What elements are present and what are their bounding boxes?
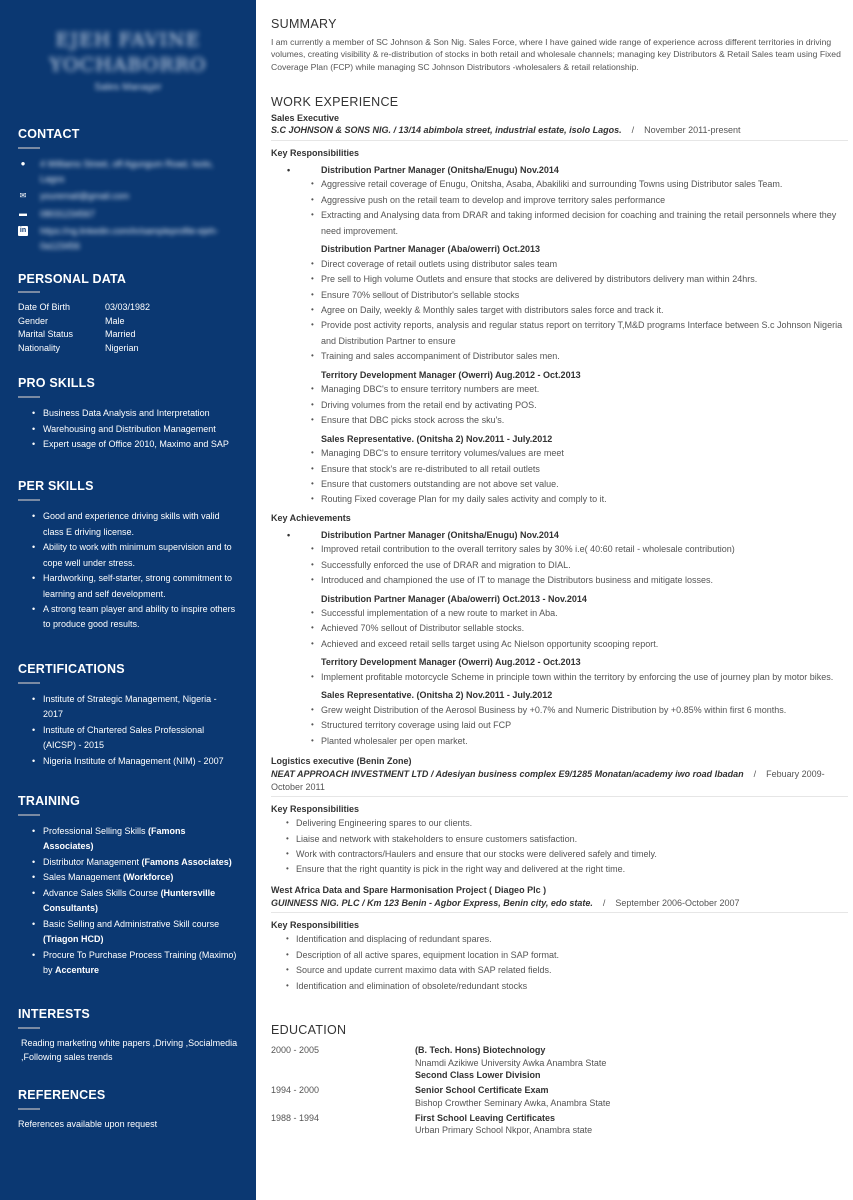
education-school: Nnamdi Azikiwe University Awka Anambra State	[415, 1057, 607, 1068]
interests-title: INTERESTS	[18, 1006, 238, 1029]
duty-item: • Ensure 70% sellout of Distributor's sellable stocks	[321, 288, 848, 303]
job-title: West Africa Data and Spare Harmonisation Project ( Diageo Plc )	[271, 884, 547, 895]
jobs-list	[271, 112, 848, 994]
duties-list	[271, 816, 848, 878]
company-line	[271, 768, 848, 794]
personal-data-label: Marital Status	[18, 329, 74, 340]
training-provider: (Workforce)	[123, 872, 174, 883]
training-provider: (Triagon HCD)	[43, 934, 104, 945]
contact-item[interactable]	[18, 157, 238, 188]
personal-data-value: Male	[105, 315, 125, 326]
duty-item: • Improved retail contribution to the overall territory sales by 30% i.e( 40:60 retail - wholesale contribution)	[321, 542, 848, 557]
contact-item[interactable]	[18, 189, 238, 204]
responsibilities-label: Key Responsibilities	[271, 920, 360, 931]
certification-item: • Institute of Chartered Sales Professional (AICSP) - 2015	[32, 723, 238, 754]
interests-text: Reading marketing white papers ,Driving ,Socialmedia ,Following sales trends	[21, 1038, 238, 1063]
candidate-name-line-2: YOCHABORRO	[49, 53, 207, 76]
certifications-list	[18, 684, 238, 769]
phone-icon: ▬	[19, 208, 27, 218]
certification-item: • Nigeria Institute of Management (NIM) - 2007	[32, 754, 238, 769]
training-provider: (Famons Associates)	[43, 825, 186, 852]
training-course: Professional Selling Skills	[43, 825, 149, 836]
training-item	[32, 870, 238, 885]
candidate-name-line-1: EJEH FAVINE	[55, 29, 201, 51]
duty-item: • Work with contractors/Haulers and ensure that our stocks were delivered safely and timely.	[296, 847, 848, 862]
separator: /	[753, 768, 757, 779]
duty-item: • Identification and elimination of obsolete/redundant stocks	[296, 979, 848, 994]
education-row	[271, 1084, 848, 1110]
education-details	[415, 1112, 848, 1138]
training-provider: Accenture	[55, 965, 100, 975]
education-title: EDUCATION	[271, 1023, 347, 1038]
responsibilities-label: Key Responsibilities	[271, 804, 360, 815]
training-item	[32, 886, 238, 917]
divider	[271, 140, 848, 141]
duty-item: • Source and update current maximo data with SAP related fields.	[296, 963, 848, 978]
duty-item: • Agree on Daily, weekly & Monthly sales target with distributors sales force and track it.	[321, 303, 848, 318]
training-item	[32, 855, 238, 870]
divider	[271, 796, 848, 797]
personal-data-list	[18, 293, 238, 355]
pro-skill-item: • Warehousing and Distribution Management	[32, 422, 238, 437]
personal-data-row	[18, 342, 238, 356]
personal-data-value: 03/03/1982	[105, 302, 151, 313]
education-row	[271, 1112, 848, 1138]
references-text: References available upon request	[18, 1118, 158, 1129]
company-name: GUINNESS NIG. PLC / Km 123 Benin - Agbor Express, Benin city, edo state.	[271, 897, 593, 908]
work-experience-title: WORK EXPERIENCE	[271, 94, 399, 109]
duty-item: • Provide post activity reports, analysis and regular status report on territory T,M&D programs Interface between S.c Johnson Nigeria and Distribution Partner to ensure	[321, 318, 848, 349]
education-date: 2000 - 2005	[271, 1044, 320, 1055]
contact-item[interactable]	[18, 224, 238, 255]
role-duties-list	[271, 670, 848, 685]
duty-item: • Ensure that customers outstanding are not above set value.	[321, 477, 848, 492]
job-dates: Febuary 2009-October 2011	[271, 768, 825, 792]
education-school: Bishop Crowther Seminary Awka, Anambra State	[415, 1097, 611, 1108]
per-skills-title: PER SKILLS	[18, 478, 238, 501]
contact-section	[18, 126, 238, 255]
personal-data-section	[18, 271, 238, 356]
duty-item: • Delivering Engineering spares to our clients.	[296, 816, 848, 831]
education-details	[415, 1044, 848, 1082]
duty-item: • Structured territory coverage using laid out FCP	[321, 718, 848, 733]
work-experience-section	[271, 94, 848, 994]
summary-text: I am currently a member of SC Johnson & Son Nig. Sales Force, where I have gained wide range of experience across different territories in driving volumes, creating visibility & re-distribution of stocks in both retail and wholesale channels; managing key Distributors & Retail Sales team using Fixed Coverage Plan (FCP) while managing SC Johnson Distributors -wholesalers & retail relationship.	[271, 36, 841, 73]
contact-title: CONTACT	[18, 126, 238, 149]
role-title: • Distribution Partner Manager (Onitsha/Enugu) Nov.2014	[271, 528, 848, 542]
training-item	[32, 824, 238, 855]
training-item	[32, 917, 238, 948]
pro-skills-list	[18, 398, 238, 452]
role-duties-list	[271, 542, 848, 588]
duty-item: • Routing Fixed coverage Plan for my daily sales activity and comply to it.	[321, 492, 848, 507]
education-degree: Senior School Certificate Exam	[415, 1085, 549, 1096]
certifications-section	[18, 661, 238, 769]
education-degree: First School Leaving Certificates	[415, 1112, 556, 1123]
duty-item: • Successful implementation of a new route to market in Aba.	[321, 606, 848, 621]
training-course: Advance Sales Skills Course	[43, 887, 161, 898]
job-title: Logistics executive (Benin Zone)	[271, 755, 412, 766]
role-title: Territory Development Manager (Owerri) Aug.2012 - Oct.2013	[321, 369, 581, 380]
per-skill-item: • Good and experience driving skills with valid class E driving license.	[32, 509, 238, 540]
education-date: 1988 - 1994	[271, 1112, 320, 1123]
separator: /	[631, 125, 635, 136]
duty-item: • Ensure that the right quantity is pick in the right way and delivered at the right time.	[296, 862, 848, 877]
achievements-label: Key Achievements	[271, 512, 351, 523]
contact-item[interactable]	[18, 207, 238, 222]
education-degree: (B. Tech. Hons) Biotechnology	[415, 1044, 546, 1055]
contact-text: https://ng.linkedin.com/in/sampleprofile-ejeh-0a123456	[40, 225, 219, 252]
education-school: Urban Primary School Nkpor, Anambra state	[415, 1125, 593, 1136]
job-entry	[271, 884, 848, 994]
main-content	[271, 0, 848, 1137]
personal-data-row	[18, 315, 238, 329]
duty-item: • Implement profitable motorcycle Scheme in principle town within the territory by enforcing the use of journey plan by motor bikes.	[321, 670, 848, 685]
summary-title: SUMMARY	[271, 17, 337, 31]
training-course: Sales Management	[43, 872, 124, 883]
training-item	[32, 948, 238, 979]
per-skill-item: • Hardworking, self-starter, strong commitment to learning and self development.	[32, 571, 238, 602]
education-section	[271, 1022, 848, 1137]
contact-text: 4 Williams Street, off Agungum Road, Isolo, Lagos	[40, 158, 214, 185]
duty-item: • Achieved 70% sellout of Distributor sellable stocks.	[321, 621, 848, 636]
training-provider: (Huntersville Consultants)	[43, 887, 216, 914]
role-title: Distribution Partner Manager (Aba/owerri) Oct.2013	[321, 244, 541, 255]
role-title: Sales Representative. (Onitsha 2) Nov.2011 - July.2012	[321, 433, 553, 444]
references-section	[18, 1087, 238, 1132]
training-course: Procure To Purchase Process Training (Maximo) by	[43, 949, 237, 975]
role-duties-list	[271, 703, 848, 749]
job-entry	[271, 112, 848, 749]
company-line	[271, 124, 848, 137]
education-details	[415, 1084, 848, 1110]
linkedin-icon: in	[19, 226, 27, 234]
duty-item: • Training and sales accompaniment of Distributor sales men.	[321, 349, 848, 364]
duties-list	[271, 932, 848, 994]
responsibilities-label: Key Responsibilities	[271, 148, 360, 159]
role-title: Sales Representative. (Onitsha 2) Nov.2011 - July.2012	[321, 690, 553, 701]
education-list	[271, 1044, 848, 1137]
company-name: NEAT APPROACH INVESTMENT LTD / Adesiyan business complex E9/1285 Monatan/academy iwo road Ibadan	[271, 768, 744, 779]
company-line	[271, 897, 848, 910]
duty-item: • Pre sell to High volume Outlets and ensure that stocks are delivered by distributors delivery man within 24hrs.	[321, 272, 848, 287]
duty-item: • Ensure that DBC picks stock across the sku's.	[321, 413, 848, 428]
contact-text: youremail@gmail.com	[40, 191, 130, 202]
role-title: Distribution Partner Manager (Aba/owerri) Oct.2013 - Nov.2014	[321, 593, 587, 604]
personal-data-row	[18, 301, 238, 315]
per-skills-list	[18, 501, 238, 633]
duty-item: • Liaise and network with stakeholders to ensure customers satisfaction.	[296, 832, 848, 847]
certification-item: • Institute of Strategic Management, Nigeria - 2017	[32, 692, 238, 723]
envelope-icon: ✉	[19, 191, 27, 201]
education-row	[271, 1044, 848, 1082]
interests-section	[18, 1006, 238, 1065]
personal-data-row	[18, 328, 238, 342]
candidate-job-title: Sales Manager	[94, 82, 162, 94]
duty-item: • Identification and displacing of redundant spares.	[296, 932, 848, 947]
references-title: REFERENCES	[18, 1087, 238, 1110]
per-skill-item: • A strong team player and ability to inspire others to produce good results.	[32, 602, 238, 633]
personal-data-label: Gender	[18, 315, 49, 326]
summary-section	[271, 16, 848, 74]
sidebar	[0, 0, 256, 1200]
per-skills-section	[18, 478, 238, 633]
duty-item: • Managing DBC's to ensure territory numbers are meet.	[321, 382, 848, 397]
role-duties-list	[271, 177, 848, 239]
pro-skills-section	[18, 375, 238, 452]
pro-skills-title: PRO SKILLS	[18, 375, 238, 398]
duty-item: • Extracting and Analysing data from DRAR and taking informed decision for coaching and training the retail personnels where they need improvement.	[321, 208, 848, 239]
pro-skill-item: • Expert usage of Office 2010, Maximo and SAP	[32, 437, 238, 452]
personal-data-value: Nigerian	[105, 342, 139, 353]
separator: /	[602, 897, 606, 908]
contact-list	[18, 149, 238, 255]
education-grade: Second Class Lower Division	[415, 1070, 541, 1081]
duty-item: • Aggressive push on the retail team to develop and improve territory sales performance	[321, 193, 848, 208]
personal-data-label: Date Of Birth	[18, 302, 71, 313]
company-name: S.C JOHNSON & SONS NIG. / 13/14 abimbola street, industrial estate, isolo Lagos.	[271, 125, 622, 136]
location-pin-icon: ●	[20, 158, 26, 168]
duty-item: • Introduced and championed the use of IT to manage the Distributors business and mitigate losses.	[321, 573, 848, 588]
duty-item: • Direct coverage of retail outlets using distributor sales team	[321, 257, 848, 272]
per-skill-item: • Ability to work with minimum supervision and to cope well under stress.	[32, 540, 238, 571]
duty-item: • Description of all active spares, equipment location in SAP format.	[296, 948, 848, 963]
job-dates: September 2006-October 2007	[615, 897, 740, 908]
training-section	[18, 793, 238, 978]
duty-item: • Managing DBC's to ensure territory volumes/values are meet	[321, 446, 848, 461]
role-title: • Distribution Partner Manager (Onitsha/Enugu) Nov.2014	[271, 163, 848, 177]
duty-item: • Driving volumes from the retail end by activating POS.	[321, 398, 848, 413]
divider	[271, 912, 848, 913]
job-dates: November 2011-present	[644, 125, 741, 136]
training-course: Basic Selling and Administrative Skill course	[43, 918, 220, 929]
job-title: Sales Executive	[271, 112, 340, 123]
job-entry	[271, 755, 848, 878]
pro-skill-item: • Business Data Analysis and Interpretation	[32, 406, 238, 421]
training-list	[18, 816, 238, 979]
duty-item: • Aggressive retail coverage of Enugu, Onitsha, Asaba, Abakiliki and surrounding Towns using Distributor sales Team.	[321, 177, 848, 192]
duty-item: • Successfully enforced the use of DRAR and migration to DIAL.	[321, 558, 848, 573]
duty-item: • Planted wholesaler per open market.	[321, 734, 848, 749]
contact-text: 08031234567	[40, 208, 96, 219]
name-block	[18, 0, 238, 118]
duty-item: • Grew weight Distribution of the Aerosol Business by +0.7% and Numeric Distribution by +0.85% within first 6 months.	[321, 703, 848, 718]
training-provider: (Famons Associates)	[141, 856, 232, 867]
duty-item: • Ensure that stock's are re-distributed to all retail outlets	[321, 462, 848, 477]
duty-item: • Achieved and exceed retail sells target using Ac Nielson opportunity scooping report.	[321, 637, 848, 652]
personal-data-value: Married	[105, 329, 136, 340]
education-date: 1994 - 2000	[271, 1085, 320, 1096]
training-course: Distributor Management	[43, 856, 142, 867]
personal-data-title: PERSONAL DATA	[18, 271, 238, 294]
role-duties-list	[271, 606, 848, 652]
role-title: Territory Development Manager (Owerri) Aug.2012 - Oct.2013	[321, 657, 581, 668]
role-duties-list	[271, 382, 848, 428]
training-title: TRAINING	[18, 793, 238, 816]
personal-data-label: Nationality	[18, 342, 61, 353]
role-duties-list	[271, 257, 848, 365]
certifications-title: CERTIFICATIONS	[18, 661, 238, 684]
role-duties-list	[271, 446, 848, 508]
